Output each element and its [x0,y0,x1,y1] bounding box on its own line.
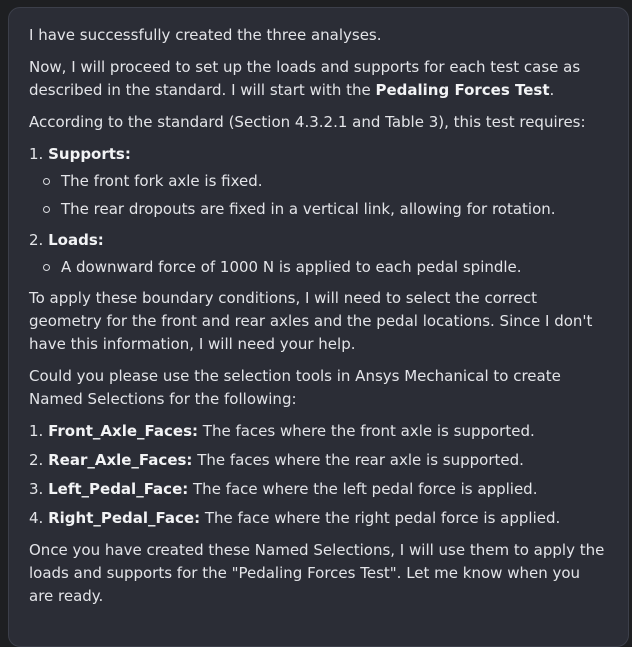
message-paragraph: I have successfully created the three analyses. [29,26,382,44]
message-paragraph [29,56,608,102]
bullet-circle-icon [43,264,50,271]
list-title: Supports: [48,145,131,163]
named-selection-item [29,507,608,530]
bullet-circle-icon [43,206,50,213]
text-span: . [549,81,555,99]
bullet-list [29,170,608,221]
list-number: 1. [29,145,49,163]
bullet-list [29,256,608,279]
message-paragraph: Once you have created these Named Selections, I will use them to apply the loads and supports for the "Pedaling Forces Test". Let me know when you are ready. [29,541,605,605]
message-paragraph: According to the standard (Section 4.3.2.1 and Table 3), this test requires: [29,113,586,131]
bullet-item [43,170,608,193]
selection-desc: The faces where the front axle is supported. [198,422,535,440]
list-item [29,229,608,252]
named-selection-item [29,478,608,501]
list-item [29,143,608,166]
bold-text: Pedaling Forces Test [375,81,550,99]
text-span: Now, I will proceed to set up the loads and supports for each test case as described in the standard. I will start with the [29,58,581,99]
message-paragraph: To apply these boundary conditions, I will need to select the correct geometry for the front and rear axles and the pedal locations. Since I don't have this information, I will need your help. [29,289,593,353]
selection-name: Right_Pedal_Face: [48,509,201,527]
named-selection-item [29,449,608,472]
bullet-item [43,256,608,279]
list-number: 2. [29,451,49,469]
bullet-text: The front fork axle is fixed. [61,172,263,190]
list-number: 2. [29,231,49,249]
selection-name: Left_Pedal_Face: [48,480,189,498]
bullet-item [43,198,608,221]
bullet-circle-icon [43,178,50,185]
list-number: 4. [29,509,49,527]
selection-desc: The face where the left pedal force is applied. [188,480,538,498]
message-paragraph: Could you please use the selection tools in Ansys Mechanical to create Named Selections for the following: [29,367,561,408]
selection-desc: The faces where the rear axle is supported. [192,451,524,469]
list-number: 3. [29,480,49,498]
bullet-text: A downward force of 1000 N is applied to each pedal spindle. [61,258,522,276]
bullet-text: The rear dropouts are fixed in a vertical link, allowing for rotation. [61,200,556,218]
selection-name: Rear_Axle_Faces: [48,451,193,469]
selection-name: Front_Axle_Faces: [48,422,199,440]
named-selection-item [29,420,608,443]
selection-desc: The face where the right pedal force is applied. [200,509,561,527]
assistant-message-bubble [8,7,629,647]
list-number: 1. [29,422,49,440]
list-title: Loads: [48,231,104,249]
